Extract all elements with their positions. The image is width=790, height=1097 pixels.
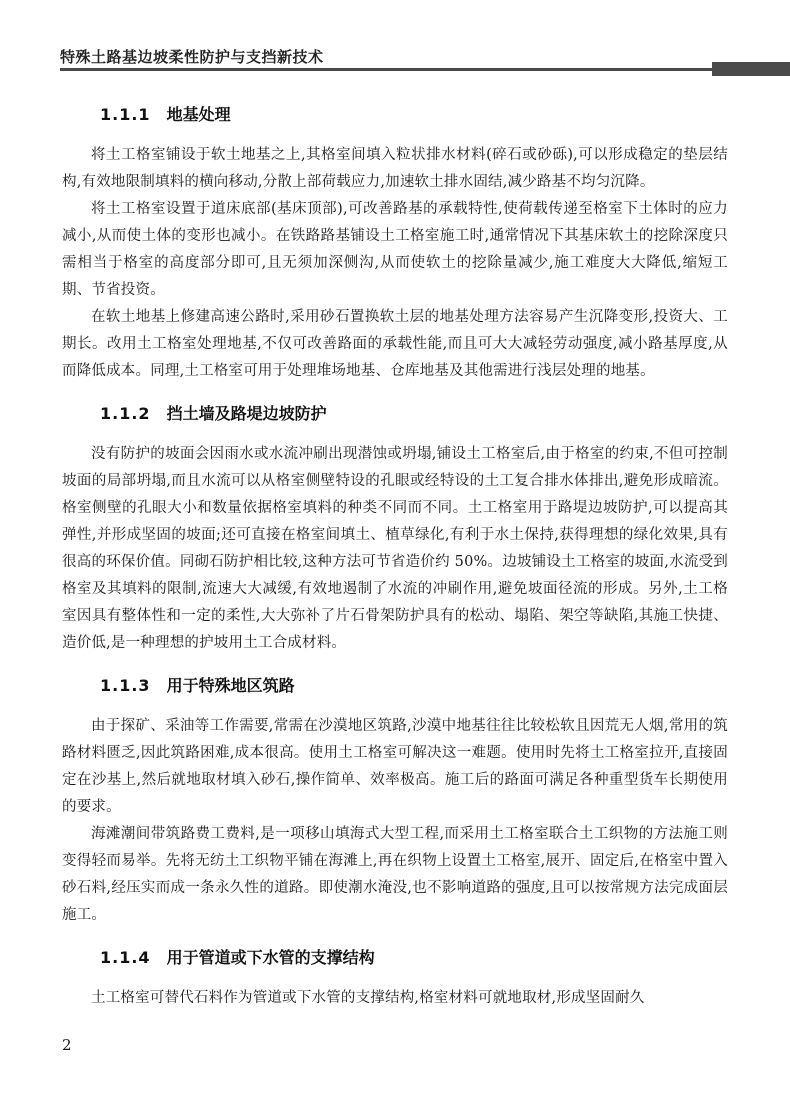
paragraph: 没有防护的坡面会因雨水或水流冲刷出现潜蚀或坍塌,铺设土工格室后,由于格室的约束,不但可控制坡面的局部坍塌,而且水流可以从格室侧壁特设的孔眼或经特设的土工复合排水体排出,避免形成暗流。格室侧壁的孔眼大小和数量依据格室填料的种类不同而不同。土工格室用于路堤边坡防护,可以提高其弹性,并形成坚固的坡面;还可直接在格室间填土、植草绿化,有利于水土保持,获得理想的绿化效果,具有很高的环保价值。同砌石防护相比较,这种方法可节省造价约 50%。边坡铺设土工格室的坡面,水流受到格室及其填料的限制,流速大大减缓,有效地遏制了水流的冲刷作用,避免坡面径流的形成。另外,土工格室因具有整体性和一定的柔性,大大弥补了片石骨架防护具有的松动、塌陷、架空等缺陷,其施工快捷、造价低,是一种理想的护坡用土工合成材料。 bbox=[62, 446, 728, 651]
paragraph: 海滩潮间带筑路费工费料,是一项移山填海式大型工程,而采用土工格室联合土工织物的方法施工则变得轻而易举。先将无纺土工织物平铺在海滩上,再在织物上设置土工格室,展开、固定后,在格室中置入砂石料,经压实而成一条永久性的道路。即使潮水淹没,也不影响道路的强度,且可以按常规方法完成面层施工。 bbox=[62, 826, 728, 923]
paragraph: 将土工格室铺设于软土地基之上,其格室间填入粒状排水材料(碎石或砂砾),可以形成稳定的垫层结构,有效地限制填料的横向移动,分散上部荷载应力,加速软土排水固结,减少路基不均匀沉降。 bbox=[62, 147, 728, 190]
paragraph: 由于探矿、采油等工作需要,常需在沙漠地区筑路,沙漠中地基往往比较松软且因荒无人烟,常用的筑路材料匮乏,因此筑路困难,成本很高。使用土工格室可解决这一难题。使用时先将土工格室拉开,直接固定在沙基上,然后就地取材填入砂石,操作简单、效率极高。施工后的路面可满足各种重型货车长期使用的要求。 bbox=[62, 718, 728, 815]
section-number: 1.1.2 bbox=[100, 404, 151, 423]
section-1-1-3 bbox=[62, 671, 728, 929]
section-heading bbox=[100, 943, 728, 973]
section-number: 1.1.4 bbox=[100, 948, 151, 967]
section-number: 1.1.3 bbox=[100, 676, 151, 695]
header-rule bbox=[60, 68, 712, 71]
section-heading bbox=[100, 399, 728, 429]
paragraph: 将土工格室设置于道床底部(基床顶部),可改善路基的承载特性,使荷载传递至格室下土体时的应力减小,从而使土体的变形也减小。在铁路路基铺设土工格室施工时,通常情况下其基床软土的挖除深度只需相当于格室的高度部分即可,且无须加深侧沟,从而使软土的挖除量减少,施工难度大大降低,缩短工期、节省投资。 bbox=[62, 201, 728, 298]
section-title: 挡土墙及路堤边坡防护 bbox=[166, 404, 327, 423]
page-body bbox=[62, 100, 728, 1026]
paragraph: 土工格室可替代石料作为管道或下水管的支撑结构,格室材料可就地取材,形成坚固耐久 bbox=[91, 990, 645, 1006]
running-header bbox=[0, 40, 790, 80]
section-heading bbox=[100, 100, 728, 130]
running-header-title: 特殊土路基边坡柔性防护与支挡新技术 bbox=[60, 48, 324, 66]
section-1-1-4 bbox=[62, 943, 728, 1012]
section-1-1-2 bbox=[62, 399, 728, 657]
section-1-1-1 bbox=[62, 100, 728, 385]
paragraph: 在软土地基上修建高速公路时,采用砂石置换软土层的地基处理方法容易产生沉降变形,投资大、工期长。改用土工格室处理地基,不仅可改善路面的承载性能,而且可大大减轻劳动强度,减小路基厚度,从而降低成本。同理,土工格室可用于处理堆场地基、仓库地基及其他需进行浅层处理的地基。 bbox=[62, 309, 728, 379]
section-heading bbox=[100, 671, 728, 701]
header-block-decoration bbox=[712, 62, 790, 76]
section-title: 用于管道或下水管的支撑结构 bbox=[166, 948, 375, 967]
section-title: 地基处理 bbox=[166, 105, 231, 124]
page-number: 2 bbox=[62, 1036, 72, 1054]
section-number: 1.1.1 bbox=[100, 105, 151, 124]
section-title: 用于特殊地区筑路 bbox=[166, 676, 295, 695]
